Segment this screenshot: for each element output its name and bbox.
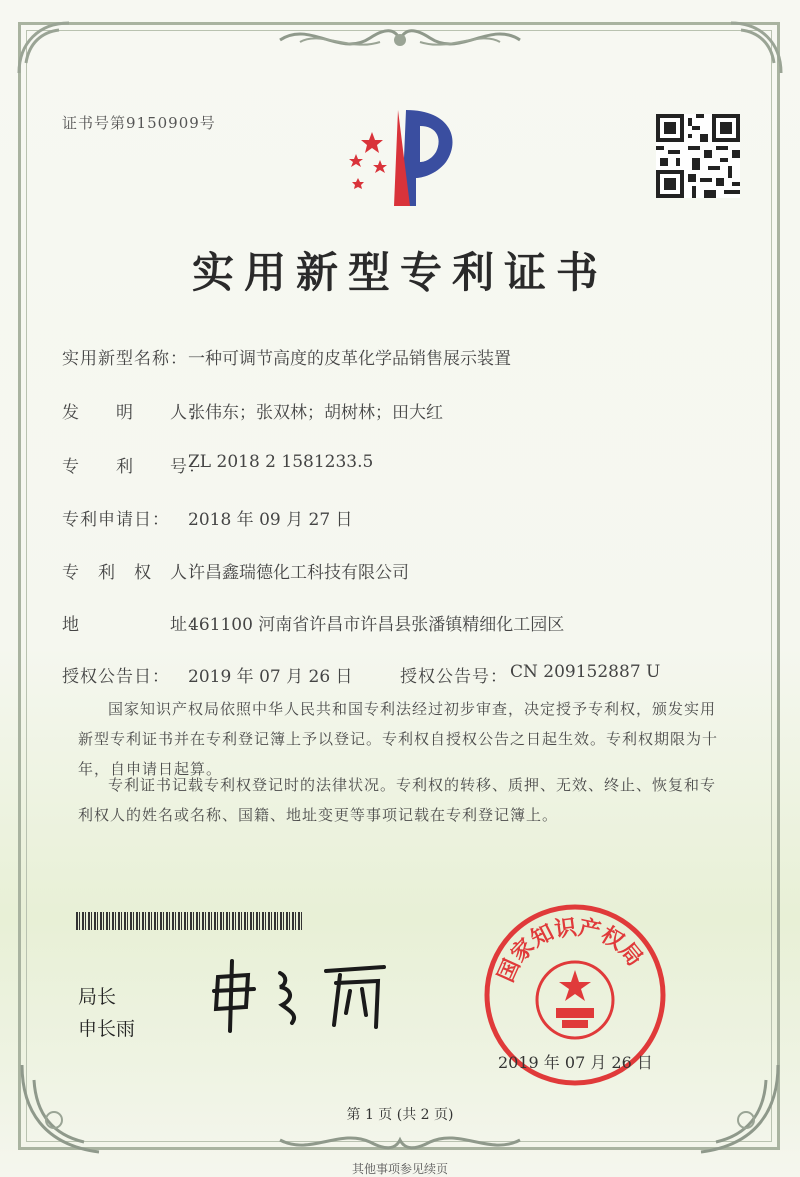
field-value-inventors: 张伟东；张双林；胡树林；田大红 xyxy=(188,403,443,423)
field-value-announcement-number: CN 209152887 U xyxy=(510,662,661,682)
field-label-grant-date: 授权公告日： xyxy=(62,667,170,687)
qr-code xyxy=(656,114,740,198)
statement-paragraph-2: 专利证书记载专利权登记时的法律状况。专利权的转移、质押、无效、终止、恢复和专利权人的姓名或名称、国籍、地址变更等事项记载在专利登记簿上。 xyxy=(78,776,717,824)
field-label-inventors: 发 明 人： xyxy=(62,403,206,423)
field-value-grant-date: 2019 年 07 月 26 日 xyxy=(188,667,353,687)
page-number: 第 1 页 (共 2 页) xyxy=(346,1107,454,1123)
top-ornament xyxy=(270,20,530,60)
certificate-number: 证书号第9150909号 xyxy=(62,114,216,132)
seal-date: 2019 年 07 月 26 日 xyxy=(498,1053,653,1072)
signature-title: 局长 xyxy=(78,986,117,1008)
field-label-announcement-number: 授权公告号： xyxy=(400,667,508,687)
certificate-title: 实用新型专利证书 xyxy=(191,248,608,297)
field-value-name: 一种可调节高度的皮革化学品销售展示装置 xyxy=(188,349,511,369)
field-label-name: 实用新型名称： xyxy=(62,349,188,369)
footer-note: 其他事项参见续页 xyxy=(351,1162,448,1176)
statement-paragraph-1: 国家知识产权局依照中华人民共和国专利法经过初步审查，决定授予专利权，颁发实用新型专利证书并在专利登记簿上予以登记。专利权自授权公告之日起生效。专利权期限为十年，自申请日起算。 xyxy=(78,700,719,778)
bottom-ornament xyxy=(270,1128,530,1158)
field-value-patentee: 许昌鑫瑞德化工科技有限公司 xyxy=(188,563,409,583)
field-label-patent-number: 专 利 号： xyxy=(62,457,206,477)
field-label-patentee: 专 利 权 人： xyxy=(62,563,206,583)
barcode xyxy=(76,912,302,930)
corner-ornament-tr xyxy=(726,18,786,78)
field-value-patent-number: ZL 2018 2 1581233.5 xyxy=(188,452,374,472)
signature-name: 申长雨 xyxy=(78,1018,136,1040)
patent-office-logo xyxy=(336,100,466,210)
svg-text:国家知识产权局: 国家知识产权局 xyxy=(493,915,648,986)
corner-ornament-tl xyxy=(14,18,74,78)
field-value-application-date: 2018 年 09 月 27 日 xyxy=(188,510,353,530)
field-value-address: 461100 河南省许昌市许昌县张潘镇精细化工园区 xyxy=(188,615,565,635)
field-label-application-date: 专利申请日： xyxy=(62,510,170,530)
handwritten-signature xyxy=(200,955,400,1035)
field-label-address: 地 址： xyxy=(62,615,206,635)
